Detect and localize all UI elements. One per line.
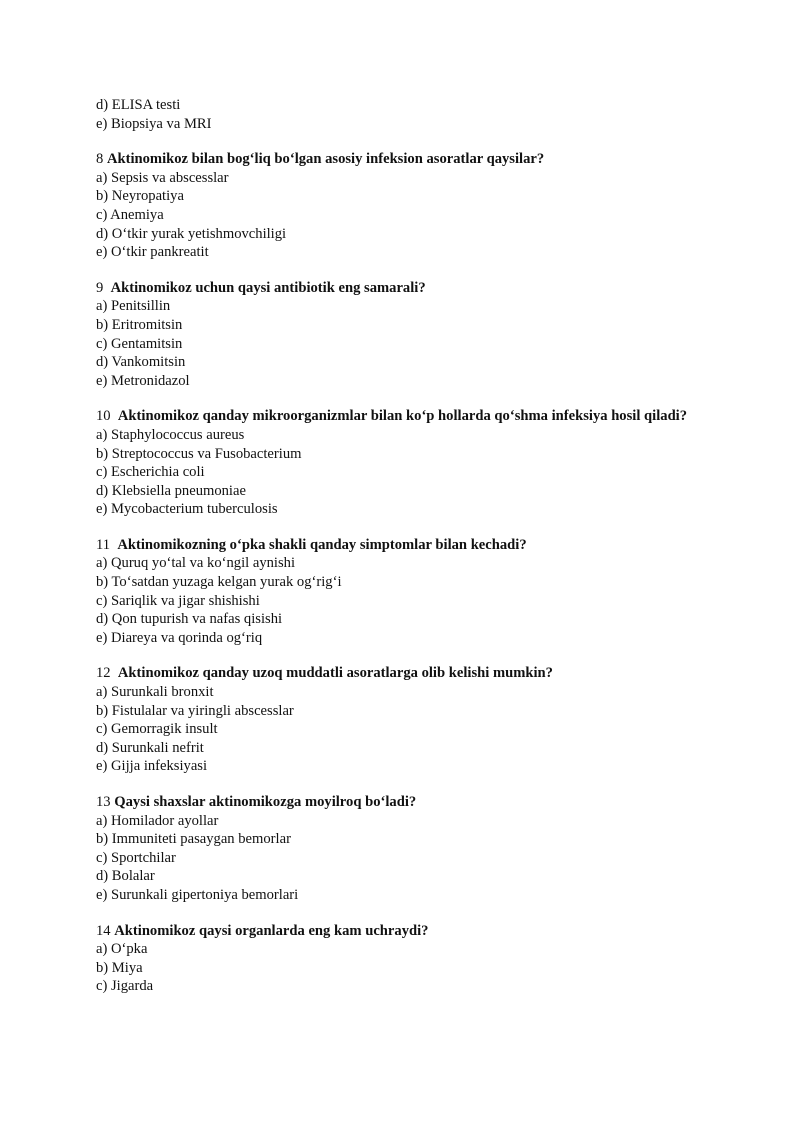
document-page <box>96 96 716 996</box>
question-number: 13 <box>96 794 111 810</box>
answer-option: d) ELISA testi <box>96 97 181 113</box>
answer-option: c) Sariqlik va jigar shishishi <box>96 592 260 609</box>
answer-option: d) Qon tupurish va nafas qisishi <box>96 611 283 628</box>
question-title <box>96 664 716 683</box>
answer-option: a) Sepsis va abscesslar <box>96 169 229 186</box>
answer-option: d) Bolalar <box>96 868 155 885</box>
answer-option: e) Metronidazol <box>96 372 190 389</box>
question-block <box>96 407 716 519</box>
question-text: Aktinomikoz qanday mikroorganizmlar bilan ko‘p hollarda qo‘shma infeksiya hosil qiladi? <box>117 408 688 425</box>
question-number: 14 <box>96 922 111 939</box>
answer-option: b) Neyropatiya <box>96 188 184 205</box>
question-number: 12 <box>96 665 111 682</box>
answer-option: a) Quruq yo‘tal va ko‘ngil aynishi <box>96 555 295 572</box>
question-text: Aktinomikozning o‘pka shakli qanday simptomlar bilan kechadi? <box>117 536 527 553</box>
question-block <box>96 279 716 391</box>
answer-option: e) O‘tkir pankreatit <box>96 244 209 261</box>
answer-option: c) Escherichia coli <box>96 464 205 481</box>
question-text: Aktinomikoz bilan bog‘liq bo‘lgan asosiy infeksion asoratlar qaysilar? <box>106 151 545 168</box>
question-title <box>96 150 716 169</box>
answer-option: c) Gentamitsin <box>96 335 183 352</box>
question-block <box>96 922 716 996</box>
answer-option: c) Jigarda <box>96 978 154 995</box>
question-title <box>96 922 716 941</box>
answer-option: b) Immuniteti pasaygan bemorlar <box>96 831 291 848</box>
answer-option: d) Klebsiella pneumoniae <box>96 482 246 499</box>
question-text: Aktinomikoz qaysi organlarda eng kam uchraydi? <box>114 922 429 939</box>
answer-option: d) Surunkali nefrit <box>96 739 204 756</box>
answer-option: e) Gijja infeksiyasi <box>96 758 208 775</box>
answer-option: c) Gemorragik insult <box>96 721 218 738</box>
question-block <box>96 793 716 905</box>
question-text: Aktinomikoz qanday uzoq muddatli asoratlarga olib kelishi mumkin? <box>117 665 553 682</box>
answer-option: b) Miya <box>96 959 143 976</box>
answer-option: d) O‘tkir yurak yetishmovchiligi <box>96 225 287 242</box>
question-block <box>96 536 716 648</box>
answer-option: a) O‘pka <box>96 941 148 958</box>
answer-option: e) Surunkali gipertoniya bemorlari <box>96 886 299 903</box>
question-number: 9 <box>96 279 104 296</box>
question-text: Qaysi shaxslar aktinomikozga moyilroq bo‘ladi? <box>114 794 417 810</box>
answer-option: a) Homilador ayollar <box>96 812 219 829</box>
answer-option: b) Streptococcus va Fusobacterium <box>96 445 302 462</box>
answer-option: d) Vankomitsin <box>96 354 186 371</box>
question-title <box>96 407 716 426</box>
question-number: 8 <box>96 151 104 168</box>
question-title <box>96 279 716 298</box>
answer-option: a) Staphylococcus aureus <box>96 426 245 443</box>
question-number: 10 <box>96 408 111 425</box>
question-title <box>96 793 716 812</box>
answer-option: b) To‘satdan yuzaga kelgan yurak og‘rig‘i <box>96 574 342 591</box>
answer-option: c) Sportchilar <box>96 849 176 866</box>
answer-option: a) Penitsillin <box>96 298 171 315</box>
answer-option: c) Anemiya <box>96 206 164 223</box>
question-title <box>96 536 716 555</box>
question-block <box>96 150 716 262</box>
answer-option: a) Surunkali bronxit <box>96 684 214 701</box>
question-text: Aktinomikoz uchun qaysi antibiotik eng samarali? <box>110 279 426 296</box>
question-block <box>96 664 716 776</box>
answer-option: e) Mycobacterium tuberculosis <box>96 501 278 518</box>
question-number: 11 <box>96 536 111 553</box>
answer-option: b) Fistulalar va yiringli abscesslar <box>96 702 294 719</box>
answer-option: e) Biopsiya va MRI <box>96 115 212 132</box>
answer-option: b) Eritromitsin <box>96 316 183 333</box>
answer-option: e) Diareya va qorinda og‘riq <box>96 629 263 646</box>
